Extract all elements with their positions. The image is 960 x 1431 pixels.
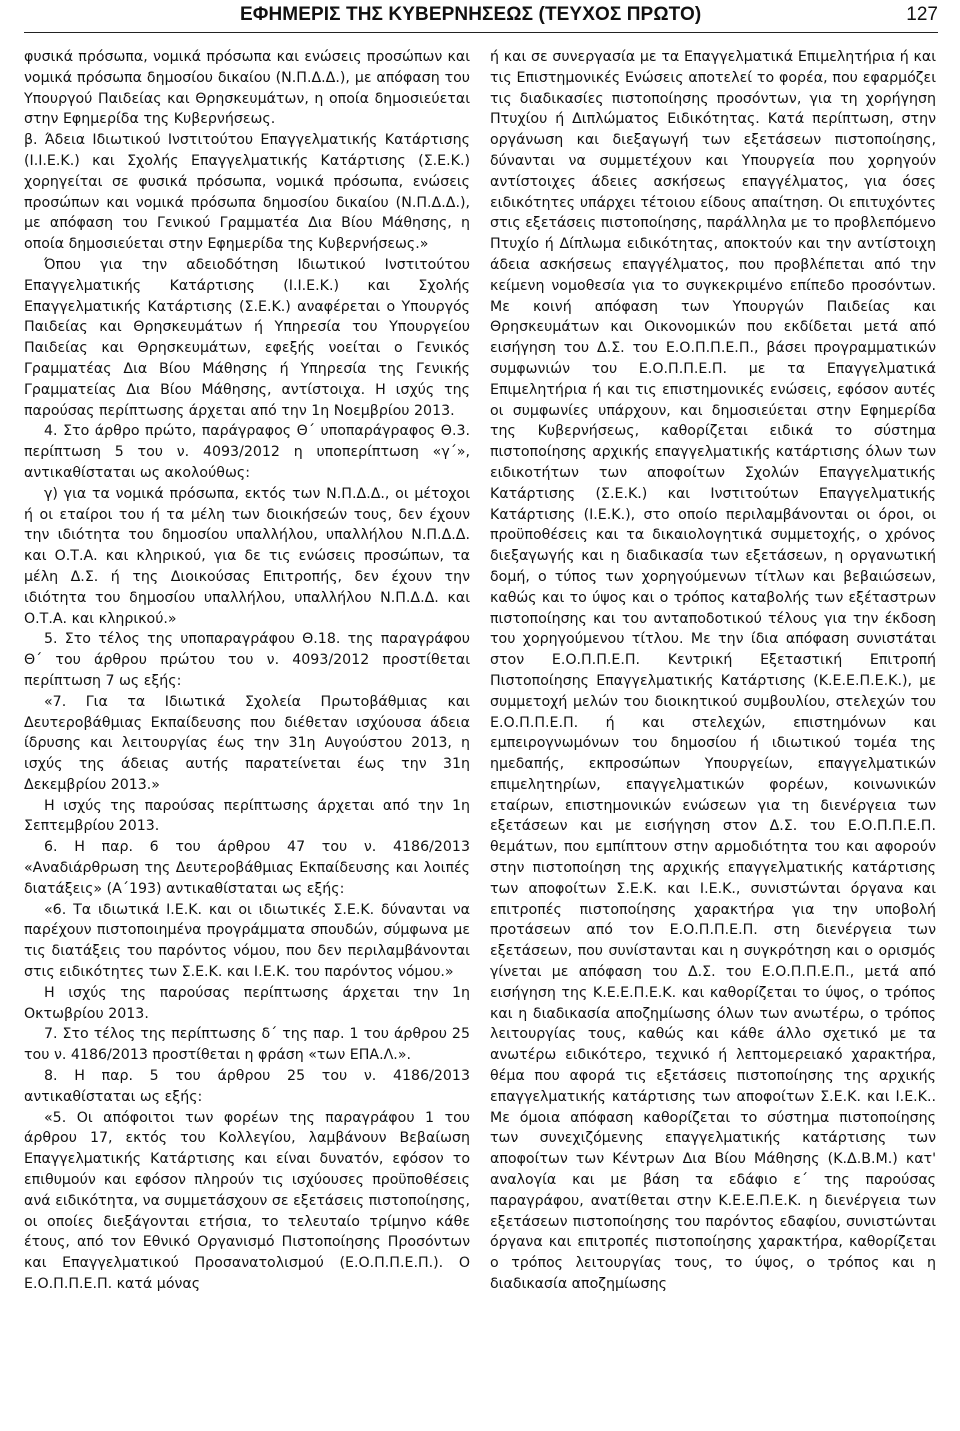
paragraph: φυσικά πρόσωπα, νομικά πρόσωπα και ενώσεις προσώπων και νομικά πρόσωπα δημοσίου δικαίου (Ν.Π.Δ.Δ.), με απόφαση του Υπουργού Παιδείας και Θρησκευμάτων, η οποία δημοσιεύεται στην Εφημερίδα της Κυβερνήσεως. xyxy=(24,49,470,128)
paragraph: 5. Στο τέλος της υποπαραγράφου Θ.18. της παραγράφου Θ΄ του άρθρου πρώτου του ν. 4093/2012 προστίθεται περίπτωση 7 ως εξής: xyxy=(24,631,470,689)
paragraph: Όπου για την αδειοδότηση Ιδιωτικού Ινστιτούτου Επαγγελματικής Κατάρτισης (Ι.Ι.Ε.Κ.) και Σχολής Επαγγελματικής Κατάρτισης (Σ.Ε.Κ.) αναφέρεται ο Υπουργός Παιδείας και Θρησκευμάτων ή Υπηρεσία του Υπουργείου Παιδείας και Θρησκευμάτων, εφεξής νοείται ο Γενικός Γραμματέας Δια Βίου Μάθησης ή Υπηρεσία της Γενικής Γραμματείας Δια Βίου Μάθησης, αντίστοιχα. Η ισχύς της παρούσας περίπτωσης άρχεται από την 1η Νοεμβρίου 2013. xyxy=(24,256,470,419)
paragraph: 4. Στο άρθρο πρώτο, παράγραφος Θ΄ υποπαράγραφος Θ.3. περίπτωση 5 του ν. 4093/2012 η υποπερίπτωση «γ΄», αντικαθίσταται ως ακολούθως: xyxy=(24,423,470,481)
paragraph: 7. Στο τέλος της περίπτωσης δ΄ της παρ. 1 του άρθρου 25 του ν. 4186/2013 προστίθεται η φράση «των ΕΠΑ.Λ.». xyxy=(24,1026,470,1064)
paragraph: ή και σε συνεργασία με τα Επαγγελματικά Επιμελητήρια ή και τις Επιστημονικές Ενώσεις αποτελεί το φορέα, που εφαρμόζει τις διαδικασίες πιστοποίησης προσόντων, για τη χορήγηση Πτυχίου ή Διπλώματος Ειδικότητας. Κατά περίπτωση, στην οργάνωση και διεξαγωγή των εξετάσεων πιστοποίησης, δύνανται να συμμετέχουν και Υπουργεία που χορηγούν αντίστοιχες άδειες ασκήσεως επαγγέλματος, για όσες ειδικότητες υπάρχει τέτοιου είδους απαίτηση. Οι επιτυχόντες στις εξετάσεις πιστοποίησης, παράλληλα με το προβλεπόμενο Πτυχίο ή Δίπλωμα ειδικότητας, αποκτούν και την αντίστοιχη άδεια ασκήσεως επαγγέλματος, που προβλέπεται από την κείμενη νομοθεσία για το συγκεκριμένο επίπεδο προσόντων. Με κοινή απόφαση των Υπουργών Παιδείας και Θρησκευμάτων και Οικονομικών που εκδίδεται μετά από εισήγηση του Δ.Σ. του Ε.Ο.Π.Π.Ε.Π., βάσει προγραμματικών συμφωνιών του Ε.Ο.Π.Π.Ε.Π. με τα Επαγγελματικά Επιμελητήρια ή και τις επιστημονικές ενώσεις, εφόσον αυτές οι συμφωνίες υπάρχουν, και δημοσιεύεται στην Εφημερίδα της Κυβερνήσεως, καθορίζεται ειδικά το σύστημα πιστοποίησης αρχικής επαγγελματικής κατάρτισης όλων των ειδικοτήτων των αποφοίτων Σχολών Επαγγελματικής Κατάρτισης (Σ.Ε.Κ.) και Ινστιτούτων Επαγγελματικής Κατάρτισης (Ι.Ε.Κ.), στο οποίο περιλαμβάνονται οι όροι, οι προϋποθέσεις και τα δικαιολογητικά συμμετοχής, ο χρόνος διεξαγωγής και η διαδικασία των εξετάσεων, η οργανωτική δομή, ο τύπος των χορηγούμενων τίτλων και βεβαιώσεων, καθώς και το ύψος και ο τρόπος καταβολής των εξέταστρων πιστοποίησης και του ανταποδοτικού τέλους για την έκδοση του χορηγούμενου τίτλου. Με την ίδια απόφαση συνιστάται στον Ε.Ο.Π.Π.Ε.Π. Κεντρική Εξεταστική Επιτροπή Πιστοποίησης Επαγγελματικής Κατάρτισης (Κ.Ε.Ε.Π.Ε.Κ.), με συμμετοχή μελών του διοικητικού συμβουλίου, στελεχών του Ε.Ο.Π.Π.Ε.Π. ή και στελεχών, επιστημόνων και εμπειρογνωμόνων του δημοσίου ή ιδιωτικού τομέα της ημεδαπής, εκπροσώπων Υπουργείων, επαγγελματικών επιμελητηρίων, επαγγελματικών φορέων, κοινωνικών εταίρων, επιστημονικών ενώσεων για τη διενέργεια των εξετάσεων και με εισήγηση στον Δ.Σ. του Ε.Ο.Π.Π.Ε.Π. θεμάτων, που εμπίπτουν στην αρμοδιότητα του και αφορούν στην πιστοποίηση της αρχικής επαγγελματικής κατάρτισης των αποφοίτων Σ.Ε.Κ. και Ι.Ε.Κ., συνιστώνται όργανα και επιτροπές πιστοποίησης χαρακτήρα για την υποβολή προτάσεων από τον Ε.Ο.Π.Π.Ε.Π. στη διενέργεια των εξετάσεων, που συνίστανται και η συγκρότηση και ο ορισμός γίνεται με απόφαση του Δ.Σ. του Ε.Ο.Π.Π.Ε.Π., μετά από εισήγηση της Κ.Ε.Ε.Π.Ε.Κ. και καθορίζεται το ύψος, ο τρόπος και η διαδικασία αποζημίωσης όλων των ανωτέρω, ο τρόπος λειτουργίας τους, καθώς και κάθε άλλο σχετικό με τα ανωτέρω ειδικότερο, τεχνικό ή λεπτομερειακό χαρακτήρα, θέμα που αφορά τις εξετάσεις πιστοποίησης της αρχικής επαγγελματικής κατάρτισης των αποφοίτων Σ.Ε.Κ. και Ι.Ε.Κ.. Με όμοια απόφαση καθορίζεται το σύστημα πιστοποίησης των συνεχιζόμενης επαγγελματικής κατάρτισης των αποφοίτων των Κέντρων Δια Βίου Μάθησης (Κ.Δ.Β.Μ.) κατ' αναλογία και με βάση τα εδάφιο ε΄ της παρούσας παραγράφου, ανατίθεται στην Κ.Ε.Ε.Π.Ε.Κ. η διενέργεια των εξετάσεων πιστοποίησης του παρόντος εδαφίου, συνιστώνται όργανα και επιτροπές πιστοποίησης χαρακτήρα, καθορίζεται ο τρόπος λειτουργίας τους, το ύψος, ο τρόπος και η διαδικασία αποζημίωσης xyxy=(490,49,936,1293)
paragraph: «6. Τα ιδιωτικά Ι.Ε.Κ. και οι ιδιωτικές Σ.Ε.Κ. δύνανται να παρέχουν πιστοποιημένα προγράμματα σπουδών, σύμφωνα με τις διατάξεις του παρόντος νόμου, που δεν περιλαμβάνονται στις ειδικότητες των Σ.Ε.Κ. και Ι.Ε.Κ. του παρόντος νόμου.» xyxy=(24,901,470,981)
right-column xyxy=(490,47,936,1295)
paragraph: 6. Η παρ. 6 του άρθρου 47 του ν. 4186/2013 «Αναδιάρθρωση της Δευτεροβάθμιας Εκπαίδευσης και λοιπές διατάξεις» (Α΄193) αντικαθίσταται ως εξής: xyxy=(24,839,470,897)
paragraph: Η ισχύς της παρούσας περίπτωσης άρχεται την 1η Οκτωβρίου 2013. xyxy=(24,984,470,1022)
journal-title: ΕΦΗΜΕΡΙΣ ΤΗΣ ΚΥΒΕΡΝΗΣΕΩΣ (ΤΕΥΧΟΣ ΠΡΩΤΟ) xyxy=(240,4,702,25)
page-header xyxy=(24,0,938,33)
paragraph: «7. Για τα Ιδιωτικά Σχολεία Πρωτοβάθμιας και Δευτεροβάθμιας Εκπαίδευσης που διέθεταν ισχύουσα άδεια ίδρυσης και λειτουργίας έως την 31η Αυγούστου 2013, η ισχύς της άδειας αυτής παρατείνεται έως την 31η Δεκεμβρίου 2013.» xyxy=(24,693,470,793)
paragraph: «5. Οι απόφοιτοι των φορέων της παραγράφου 1 του άρθρου 17, εκτός του Κολλεγίου, λαμβάνουν Βεβαίωση Επαγγελματικής Κατάρτισης και είναι δυνατόν, εφόσον το επιθυμούν και εφόσον πληρούν τις ισχύουσες προϋποθέσεις ανά ειδικότητα, να συμμετάσχουν σε εξετάσεις πιστοποίησης, οι οποίες διεξάγονται ετήσια, το τελευταίο τρίμηνο κάθε έτους, από τον Εθνικό Οργανισμό Πιστοποίησης Προσόντων και Επαγγελματικού Προσανατολισμού (Ε.Ο.Π.Π.Ε.Π.). Ο Ε.Ο.Π.Π.Ε.Π. κατά μόνας xyxy=(24,1109,470,1293)
paragraph: Η ισχύς της παρούσας περίπτωσης άρχεται από την 1η Σεπτεμβρίου 2013. xyxy=(24,797,470,835)
left-column xyxy=(24,47,470,1295)
paragraph: 8. Η παρ. 5 του άρθρου 25 του ν. 4186/2013 αντικαθίσταται ως εξής: xyxy=(24,1068,470,1105)
paragraph: β. Άδεια Ιδιωτικού Ινστιτούτου Επαγγελματικής Κατάρτισης (Ι.Ι.Ε.Κ.) και Σχολής Επαγγελματικής Κατάρτισης (Σ.Ε.Κ.) χορηγείται σε φυσικά πρόσωπα, νομικά πρόσωπα, ενώσεις προσώπων και νομικά πρόσωπα δημοσίου δικαίου (Ν.Π.Δ.Δ.), με απόφαση του Γενικού Γραμματέα Δια Βίου Μάθησης, η οποία δημοσιεύεται στην Εφημερίδα της Κυβερνήσεως.» xyxy=(24,132,470,253)
page-number: 127 xyxy=(906,4,938,25)
paragraph: γ) για τα νομικά πρόσωπα, εκτός των Ν.Π.Δ.Δ., οι μέτοχοι ή οι εταίροι του ή τα μέλη των διοικήσεών τους, δεν έχουν την ιδιότητα του δημοσίου υπαλλήλου, υπαλλήλου Ν.Π.Δ.Δ. και Ο.Τ.Α. και κληρικού, για δε τις ενώσεις προσώπων, τα μέλη Δ.Σ. ή της Διοικούσας Επιτροπής, δεν έχουν την ιδιότητα του δημοσίου υπαλλήλου, υπαλλήλου Ν.Π.Δ.Δ. και Ο.Τ.Α. και κληρικού.» xyxy=(24,485,470,627)
